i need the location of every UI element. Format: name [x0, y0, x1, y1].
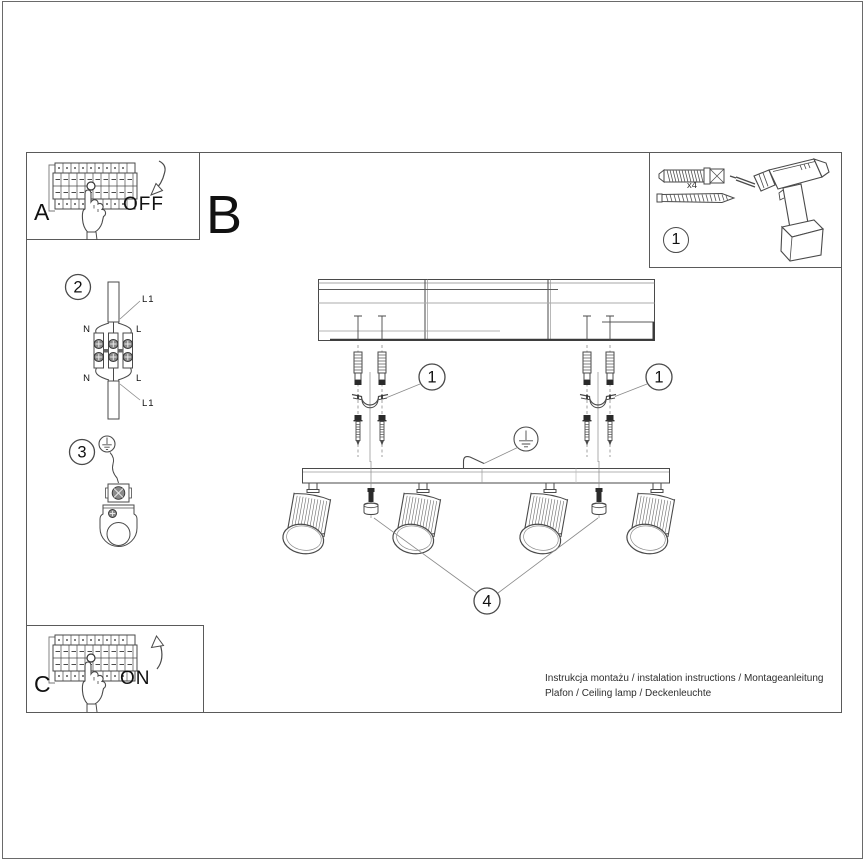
center-axes: [370, 372, 598, 462]
anchor-screw-icon: [354, 415, 615, 446]
drill-icon: [726, 157, 838, 265]
alignment-axes: [358, 345, 610, 457]
curved-arrow-down-icon: [151, 161, 165, 195]
kit-box: [649, 152, 842, 268]
ground-symbol-icon: [99, 436, 115, 452]
wiring-diagram: [55, 266, 165, 422]
step-a-box: [26, 152, 200, 240]
curved-arrow-up-icon: [152, 636, 164, 669]
callout-1-right: 1: [654, 368, 664, 387]
mounting-plate-icon: [100, 505, 137, 547]
footer-product-line: Plafon / Ceiling lamp / Deckenleuchte: [545, 688, 712, 699]
step-c-label: C: [34, 671, 51, 697]
anchor-quantity-label: x4: [686, 180, 698, 191]
off-label: OFF: [123, 194, 164, 215]
step-2-callout: 2: [73, 278, 83, 297]
step-3-callout: 3: [77, 443, 87, 462]
step-c-box: [26, 625, 204, 713]
montage-diagram: [280, 255, 700, 620]
cable-top: [108, 282, 119, 322]
line-l1-bottom-label: L1: [142, 398, 155, 409]
kit-number-callout: 1: [663, 227, 689, 253]
lamp-rail: [303, 469, 670, 484]
ground-wire: [464, 457, 485, 468]
breaker-panel-off-illustration: [45, 157, 197, 241]
footer-instructions-line: Instrukcja montażu / instalation instructions / Montageanleitung: [545, 673, 824, 684]
terminal-n-bottom-label: N: [83, 373, 90, 384]
callout-1-left: 1: [427, 368, 437, 387]
ground-terminal-icon: [106, 484, 132, 502]
ground-wire: [110, 453, 119, 484]
step-b-label: B: [206, 185, 243, 245]
ceiling-bracket-icon: [352, 395, 616, 408]
wires-top: [96, 322, 132, 334]
step-a-label: A: [34, 199, 50, 225]
callout-4: 4: [482, 592, 492, 611]
ceiling-illustration: [319, 280, 655, 342]
line-l1-top-label: L1: [142, 294, 155, 305]
ground-symbol-icon: [514, 427, 538, 451]
terminal-n-top-label: N: [83, 324, 90, 335]
wall-plug-icon: [354, 352, 614, 385]
terminal-l-bottom-label: L: [136, 373, 142, 384]
spotlight-icon: [281, 483, 676, 557]
on-label: ON: [120, 668, 151, 689]
terminal-l-top-label: L: [136, 324, 142, 335]
terminal-block-icon: [94, 333, 133, 368]
cable-bottom: [108, 381, 119, 419]
grounding-diagram: [52, 425, 152, 570]
wires-bottom: [96, 368, 132, 381]
